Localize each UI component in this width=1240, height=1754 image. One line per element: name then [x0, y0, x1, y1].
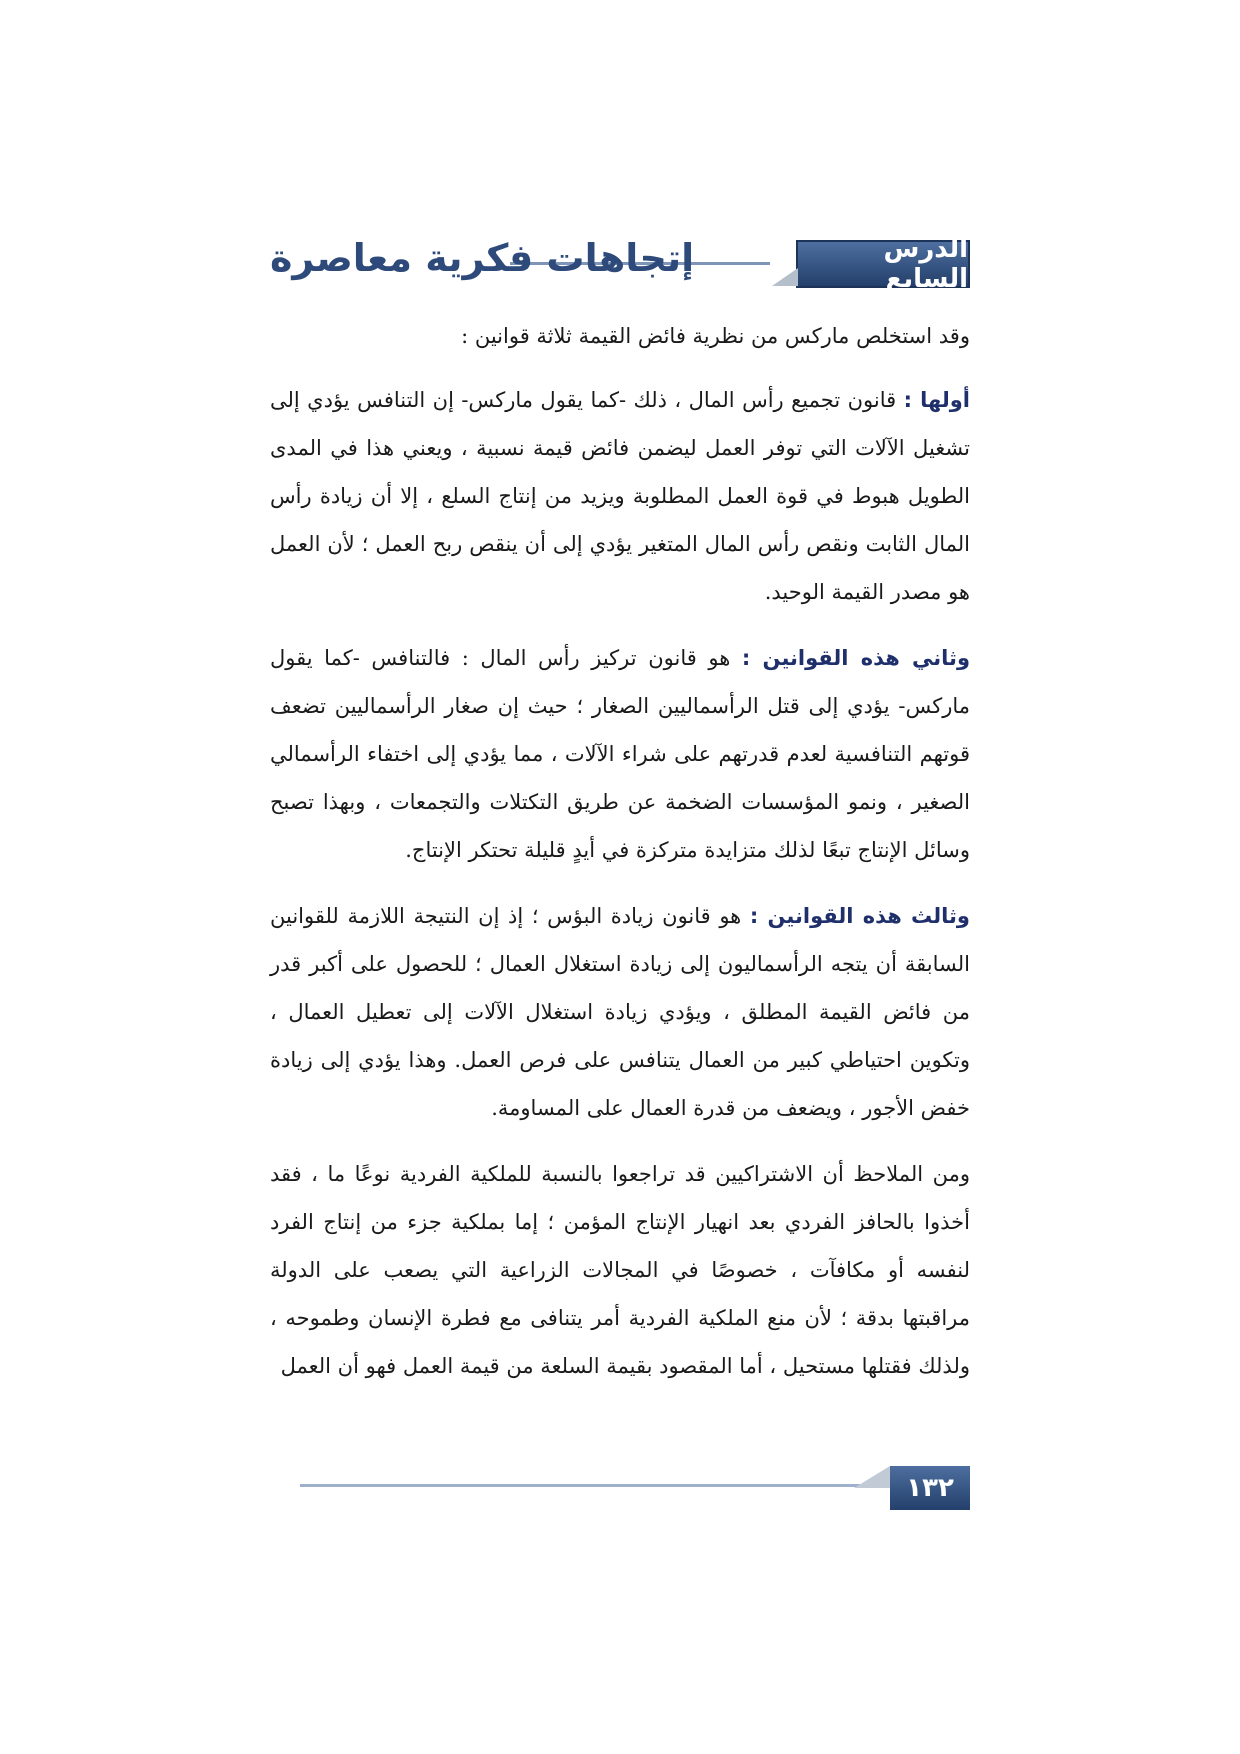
- law-one-text: قانون تجميع رأس المال ، ذلك -كما يقول ماركس- إن التنافس يؤدي إلى تشغيل الآلات التي توفر العمل ليضمن فائض قيمة نسبية ، ويعني هذا في المدى الطويل هبوط في قوة العمل المطلوبة ويزيد من إنتاج السلع ، إلا أن زيادة رأس المال الثابت ونقص رأس المال المتغير يؤدي إلى أن ينقص ربح العمل ؛ لأن العمل هو مصدر القيمة الوحيد.: [270, 388, 970, 604]
- intro-paragraph: وقد استخلص ماركس من نظرية فائض القيمة ثلاثة قوانين :: [461, 324, 970, 348]
- page-body: [270, 312, 970, 1408]
- law-three-paragraph: [270, 892, 970, 1132]
- law-three-text: هو قانون زيادة البؤس ؛ إذ إن النتيجة اللازمة للقوانين السابقة أن يتجه الرأسماليون إلى زيادة استغلال العمال ؛ للحصول على أكبر قدر من فائض القيمة المطلق ، ويؤدي زيادة استغلال الآلات إلى تعطيل العمال ، وتكوين احتياطي كبير من العمال يتنافس على فرص العمل. وهذا يؤدي إلى زيادة خفض الأجور ، ويضعف من قدرة العمال على المساومة.: [270, 904, 970, 1120]
- law-one-paragraph: [270, 376, 970, 616]
- book-title: إتجاهات فكرية معاصرة: [270, 236, 695, 280]
- closing-paragraph: ومن الملاحظ أن الاشتراكيين قد تراجعوا بالنسبة للملكية الفردية نوعًا ما ، فقد أخذوا بالحافز الفردي بعد انهيار الإنتاج المؤمن ؛ إما بملكية جزء من إنتاج الفرد لنفسه أو مكافآت ، خصوصًا في المجالات الزراعية التي يصعب على الدولة مراقبتها بدقة ؛ لأن منع الملكية الفردية أمر يتنافى مع فطرة الإنسان وطموحه ، ولذلك فقتلها مستحيل ، أما المقصود بقيمة السلعة من قيمة العمل فهو أن العمل: [270, 1162, 970, 1378]
- footer-divider: [300, 1484, 860, 1487]
- page-footer: [270, 1466, 970, 1516]
- lesson-badge: الدرس السابع: [796, 240, 970, 288]
- page-number: ١٣٢: [890, 1466, 970, 1510]
- law-two-heading: وثاني هذه القوانين :: [741, 646, 970, 670]
- law-one-heading: أولها :: [903, 388, 970, 412]
- page-header: [270, 234, 970, 294]
- law-two-paragraph: [270, 634, 970, 874]
- law-two-text: هو قانون تركيز رأس المال : فالتنافس -كما يقول ماركس- يؤدي إلى قتل الرأسماليين الصغار ؛ حيث إن صغار الرأسماليين تضعف قوتهم التنافسية لعدم قدرتهم على شراء الآلات ، مما يؤدي إلى اختفاء الرأسمالي الصغير ، ونمو المؤسسات الضخمة عن طريق التكتلات والتجمعات ، وبهذا تصبح وسائل الإنتاج تبعًا لذلك متزايدة متركزة في أيدٍ قليلة تحتكر الإنتاج.: [270, 646, 970, 862]
- law-three-heading: وثالث هذه القوانين :: [749, 904, 970, 928]
